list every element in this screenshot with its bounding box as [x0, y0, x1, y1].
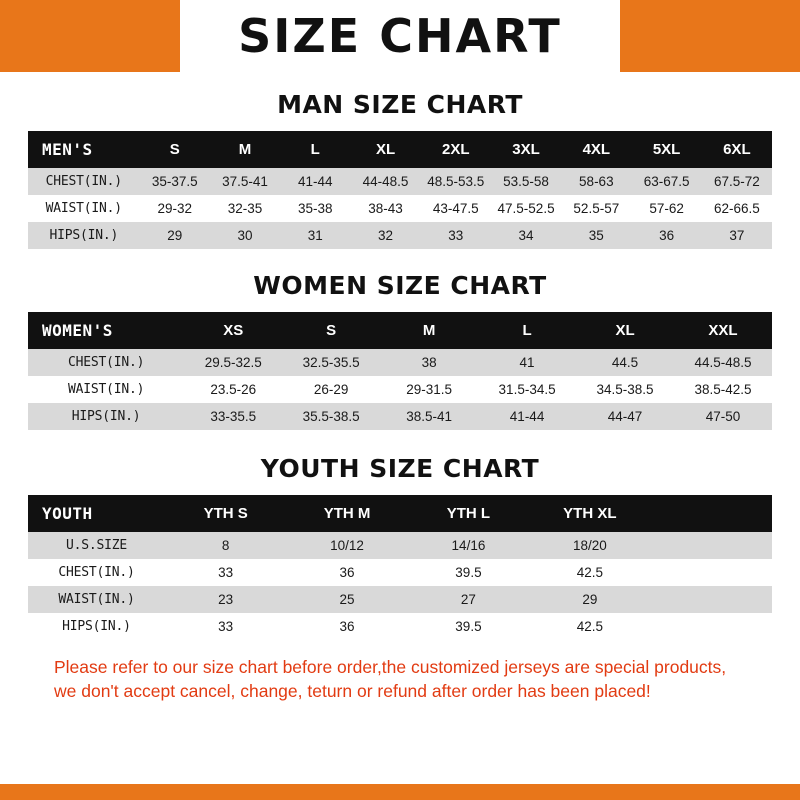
table-cell: 42.5: [576, 565, 603, 580]
table-row: [28, 532, 772, 559]
table-cell: 35.5-38.5: [302, 409, 360, 424]
youth-header-m: YTH M: [323, 505, 371, 522]
men-size-table: [28, 131, 772, 249]
table-cell: 26-29: [313, 382, 349, 397]
table-cell: 38: [421, 355, 437, 370]
table-cell: 33: [448, 228, 464, 243]
policy-note: [28, 656, 772, 703]
table-cell: 33: [218, 619, 234, 634]
table-cell: 31.5-34.5: [498, 382, 556, 397]
table-cell: 33: [218, 565, 234, 580]
policy-note-line-2: we don't accept cancel, change, teturn or refund after order has been placed!: [54, 680, 651, 701]
table-cell: 67.5-72: [713, 174, 760, 189]
men-header-l: L: [310, 141, 320, 158]
table-cell: 35-37.5: [151, 174, 198, 189]
table-cell: 52.5-57: [573, 201, 620, 216]
table-cell: 44-47: [607, 409, 643, 424]
table-cell: 47-50: [705, 409, 741, 424]
women-row-label-hips: HIPS(IN.): [71, 409, 141, 424]
table-header-row: [28, 495, 772, 532]
table-cell: 10/12: [330, 538, 364, 553]
table-cell: 30: [237, 228, 253, 243]
youth-row-label-ussize: U.S.SIZE: [65, 538, 127, 553]
page-title: SIZE CHART: [238, 9, 562, 63]
men-header-6xl: 6XL: [723, 141, 751, 158]
youth-table-body: [28, 532, 772, 640]
women-header-label: WOMEN'S: [42, 321, 113, 340]
women-size-table: [28, 312, 772, 430]
women-header-m: M: [422, 322, 436, 339]
table-cell: 48.5-53.5: [427, 174, 485, 189]
table-cell: 36: [659, 228, 675, 243]
men-header-4xl: 4XL: [582, 141, 611, 158]
women-header-l: L: [522, 322, 532, 339]
table-cell: 33-35.5: [210, 409, 257, 424]
header-banner: [0, 0, 800, 72]
table-cell: 34: [518, 228, 534, 243]
youth-header-s: YTH S: [203, 505, 248, 522]
table-cell: 18/20: [572, 538, 607, 553]
youth-header-empty: [651, 495, 772, 532]
table-cell: 35-38: [297, 201, 333, 216]
table-row: [28, 168, 772, 195]
table-cell: 23: [218, 592, 234, 607]
table-cell: 31: [307, 228, 323, 243]
table-cell: 57-62: [649, 201, 684, 216]
table-row: [28, 376, 772, 403]
table-cell: 29: [167, 228, 183, 243]
men-row-label-hips: HIPS(IN.): [49, 228, 119, 243]
table-cell: 32-35: [227, 201, 263, 216]
youth-row-label-waist: WAIST(IN.): [58, 592, 135, 607]
table-row: [28, 349, 772, 376]
men-header-5xl: 5XL: [652, 141, 681, 158]
men-header-m: M: [238, 141, 252, 158]
youth-header-l: YTH L: [446, 505, 491, 522]
table-cell: [651, 532, 772, 559]
youth-row-label-chest: CHEST(IN.): [58, 565, 135, 580]
table-cell: 29-32: [157, 201, 192, 216]
table-cell: 32.5-35.5: [302, 355, 360, 370]
table-row: [28, 222, 772, 249]
men-header-3xl: 3XL: [512, 141, 540, 158]
women-header-xl: XL: [615, 322, 635, 339]
table-cell: 38.5-42.5: [694, 382, 752, 397]
men-header-s: S: [169, 141, 180, 158]
chart-content: [0, 90, 800, 703]
table-cell: [651, 586, 772, 613]
women-header-s: S: [326, 322, 337, 339]
men-row-label-waist: WAIST(IN.): [45, 201, 122, 216]
women-table-header: [28, 312, 772, 349]
table-cell: 36: [339, 565, 355, 580]
table-cell: 29-31.5: [406, 382, 453, 397]
table-cell: 39.5: [455, 565, 482, 580]
table-cell: [651, 613, 772, 640]
men-table-header: [28, 131, 772, 168]
men-header-label: MEN'S: [42, 140, 93, 159]
table-cell: 41-44: [297, 174, 333, 189]
youth-row-label-hips: HIPS(IN.): [62, 619, 131, 634]
table-cell: 44.5: [611, 355, 639, 370]
table-cell: 44-48.5: [362, 174, 409, 189]
table-row: [28, 403, 772, 430]
table-row: [28, 586, 772, 613]
men-section-title: MAN SIZE CHART: [277, 90, 523, 119]
table-cell: 41-44: [509, 409, 545, 424]
table-row: [28, 613, 772, 640]
youth-table-header: [28, 495, 772, 532]
table-cell: 38.5-41: [406, 409, 453, 424]
table-cell: 34.5-38.5: [596, 382, 654, 397]
table-cell: 32: [378, 228, 394, 243]
table-cell: 39.5: [455, 619, 482, 634]
women-row-label-waist: WAIST(IN.): [67, 382, 145, 397]
table-cell: 14/16: [451, 538, 486, 553]
table-cell: 42.5: [576, 619, 603, 634]
table-cell: 36: [339, 619, 355, 634]
youth-size-table: [28, 495, 772, 640]
table-cell: 29: [582, 592, 598, 607]
youth-section-title: YOUTH SIZE CHART: [260, 454, 540, 483]
table-header-row: [28, 312, 772, 349]
table-cell: 38-43: [368, 201, 403, 216]
table-cell: 47.5-52.5: [497, 201, 555, 216]
youth-header-label: YOUTH: [42, 504, 93, 523]
table-cell: 58-63: [579, 174, 614, 189]
men-row-label-chest: CHEST(IN.): [45, 174, 122, 189]
table-cell: 41: [519, 355, 535, 370]
table-cell: 37.5-41: [222, 174, 268, 189]
policy-note-line-1: Please refer to our size chart before order,the customized jerseys are special products,: [54, 657, 727, 677]
table-cell: 37: [729, 228, 745, 243]
women-header-xxl: XXL: [708, 322, 738, 339]
table-cell: 25: [339, 592, 355, 607]
table-row: [28, 195, 772, 222]
youth-header-xl: YTH XL: [563, 505, 617, 522]
table-cell: 44.5-48.5: [694, 355, 752, 370]
men-header-2xl: 2XL: [442, 141, 470, 158]
table-cell: 53.5-58: [503, 174, 549, 189]
table-cell: 62-66.5: [713, 201, 760, 216]
women-table-body: [28, 349, 772, 430]
table-cell: 43-47.5: [432, 201, 479, 216]
table-cell: 35: [588, 228, 604, 243]
table-cell: 23.5-26: [210, 382, 257, 397]
women-section-title: WOMEN SIZE CHART: [253, 271, 547, 300]
table-header-row: [28, 131, 772, 168]
men-table-body: [28, 168, 772, 249]
table-cell: [651, 559, 772, 586]
table-row: [28, 559, 772, 586]
men-header-xl: XL: [375, 141, 396, 158]
table-cell: 27: [460, 592, 476, 607]
women-header-xs: XS: [223, 322, 244, 339]
table-cell: 63-67.5: [643, 174, 690, 189]
footer-bar: [0, 784, 800, 800]
women-row-label-chest: CHEST(IN.): [67, 355, 145, 370]
table-cell: 8: [221, 538, 230, 553]
table-cell: 29.5-32.5: [204, 355, 262, 370]
